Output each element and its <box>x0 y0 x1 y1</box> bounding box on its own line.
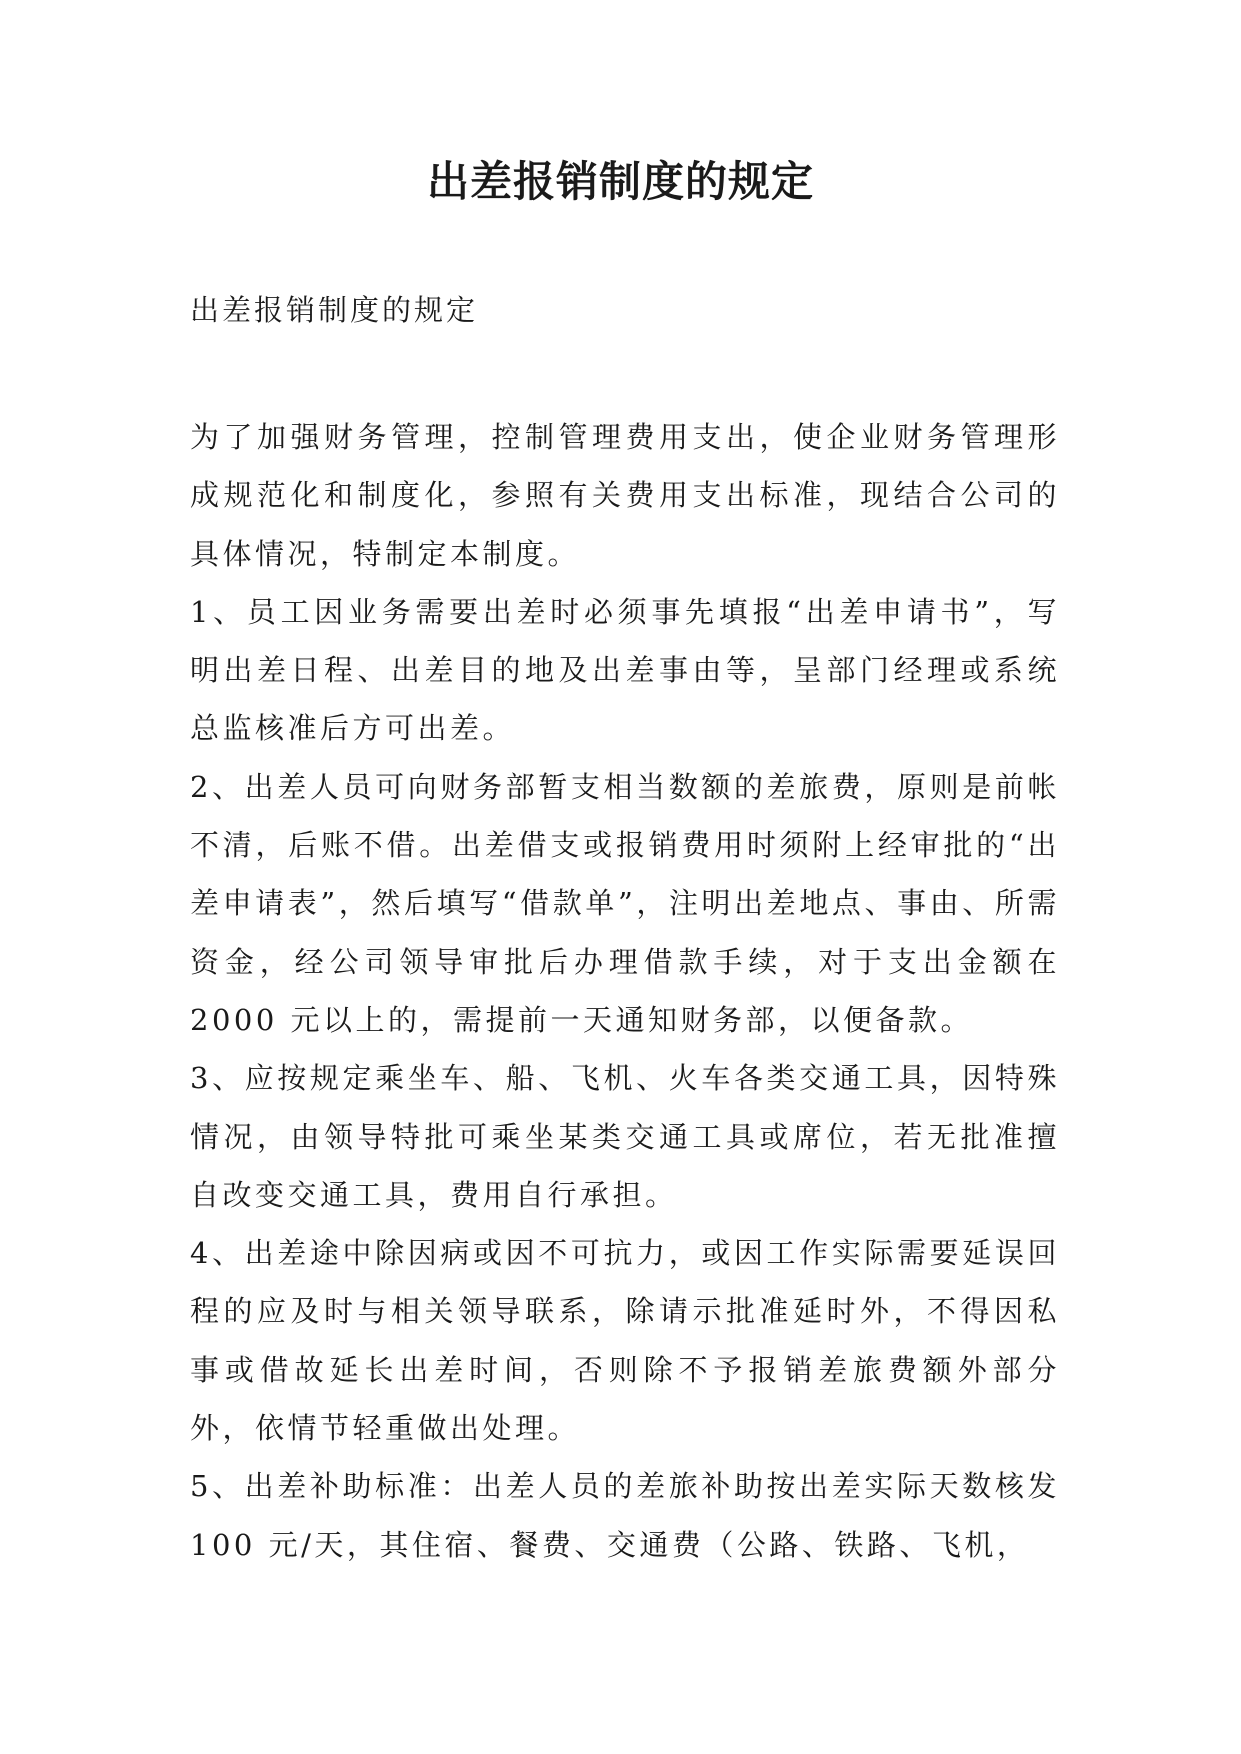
clause-3-paragraph: 3、应按规定乘坐车、船、飞机、火车各类交通工具，因特殊情况，由领导特批可乘坐某类交通工具或席位，若无批准擅自改变交通工具，费用自行承担。 <box>190 1061 1060 1212</box>
document-title: 出差报销制度的规定 <box>426 157 814 206</box>
clause-5-paragraph: 5、出差补助标准：出差人员的差旅补助按出差实际天数核发 100 元/天，其住宿、餐费、交通费（公路、铁路、飞机， <box>190 1469 1060 1562</box>
clause-4-paragraph: 4、出差途中除因病或因不可抗力，或因工作实际需要延误回程的应及时与相关领导联系，除请示批准延时外，不得因私事或借故延长出差时间，否则除不予报销差旅费额外部分外，依情节轻重做出处理。 <box>190 1236 1060 1446</box>
clause-1-paragraph: 1、员工因业务需要出差时必须事先填报“出差申请书”，写明出差日程、出差目的地及出差事由等，呈部门经理或系统总监核准后方可出差。 <box>190 594 1060 746</box>
intro-paragraph: 为了加强财务管理，控制管理费用支出，使企业财务管理形成规范化和制度化，参照有关费用支出标准，现结合公司的具体情况，特制定本制度。 <box>190 420 1060 571</box>
clause-2-paragraph: 2、出差人员可向财务部暂支相当数额的差旅费，原则是前帐不清，后账不借。出差借支或报销费用时须附上经审批的“出差申请表”，然后填写“借款单”，注明出差地点、事由、所需资金，经公司领导审批后办理借款手续，对于支出金额在 2000 元以上的，需提前一天通知财务部，以便备款。 <box>190 769 1060 1037</box>
document-subtitle: 出差报销制度的规定 <box>190 293 479 327</box>
document-body <box>190 408 1060 1574</box>
